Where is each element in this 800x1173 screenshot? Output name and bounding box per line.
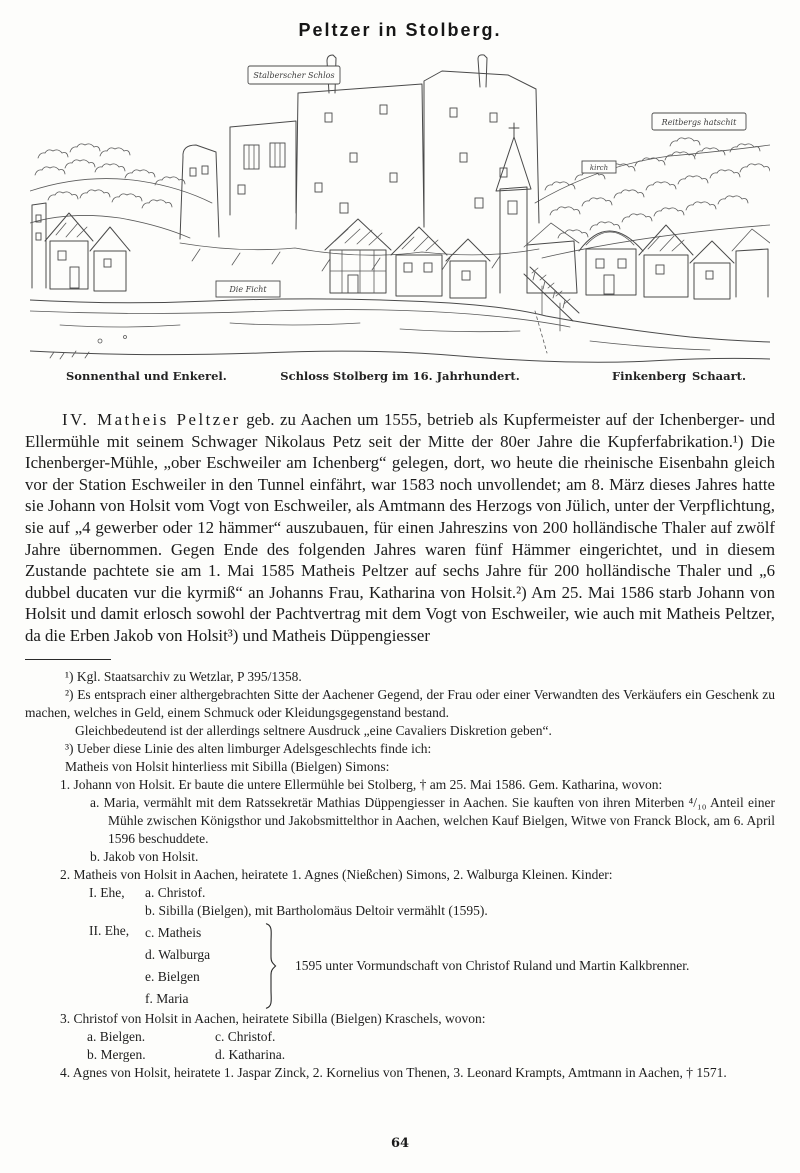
second-marriage-child-e: e. Bielgen: [145, 968, 200, 984]
castle-banner-label: Stalberscher Schlos: [253, 71, 335, 80]
second-marriage-row: [89, 922, 775, 1010]
page-title: Peltzer in Stolberg.: [298, 20, 502, 40]
footnote-2-addendum: Gleichbedeutend ist der allerdings seltnere Ausdruck „eine Cavaliers Diskretion geben“.: [75, 722, 552, 738]
first-marriage-label: I. Ehe,: [89, 884, 125, 900]
village-houses-right: [579, 225, 770, 299]
church-banner-label: kirch: [589, 164, 609, 172]
genealogy-item-2: 2. Matheis von Holsit in Aachen, heiratete 1. Agnes (Nießchen) Simons, 2. Walburga Kleinen. Kinder:: [60, 866, 613, 882]
footnote-2-marker: ²): [65, 686, 74, 702]
footnote-3: [25, 740, 775, 758]
right-forest: [545, 138, 770, 238]
first-marriage-child-a: a. Christof.: [145, 884, 206, 900]
footnote-1-text: Kgl. Staatsarchiv zu Wetzlar, P 395/1358.: [76, 668, 302, 684]
caption-right-finkenberg: Finkenberg: [612, 369, 686, 383]
person-name-spaced: Matheis Peltzer: [97, 410, 241, 429]
main-text: [25, 409, 775, 647]
footnote-2-text: Es entsprach einer althergebrachten Sitte der Aachener Gegend, der Frau oder einer Verwandten des Verkäufers ein Geschenk zu machen, welches in Geld, einem Schmuck oder Kleidungsgegenstand bestand.: [25, 686, 776, 720]
genealogy-item-1: 1. Johann von Holsit. Er baute die untere Ellermühle bei Stolberg, † am 25. Mai 1586. Gem. Katharina, wovon:: [60, 776, 663, 792]
river-banner-label: Die Ficht: [229, 285, 267, 294]
first-marriage-row: [89, 884, 775, 920]
item-3-child-b: b. Mergen.: [87, 1046, 146, 1062]
genealogy-root: Matheis von Holsit hinterliess mit Sibilla (Bielgen) Simons:: [65, 758, 390, 774]
genealogy-item-1a: a. Maria, vermählt mit dem Ratssekretär Mathias Düppengiesser in Aachen. Sie kauften von ihren Miterben ⁴/₁₀ Anteil einer Mühle zwischen Königsthor und Jakobsmittelthor in Aachen, welchen Kauf Bielgen, Witwe von Franck Block, am 6. April 1596 beschuddete.: [90, 794, 775, 846]
item-3-children-columns: [87, 1028, 775, 1064]
genealogy-item-3: 3. Christof von Holsit in Aachen, heiratete Sibilla (Bielgen) Kraschels, wovon:: [60, 1010, 486, 1026]
footnote-1-marker: ¹): [65, 668, 74, 684]
hill-banner-label: Reitbergs hatschit: [661, 118, 737, 127]
illustration-captions: [30, 369, 770, 387]
footnote-separator: [25, 659, 111, 660]
footnote-3-intro: Ueber diese Linie des alten limburger Adelsgeschlechts finde ich:: [76, 740, 432, 756]
second-marriage-label: II. Ehe,: [89, 922, 130, 938]
second-marriage-child-d: d. Walburga: [145, 946, 211, 962]
caption-left: Sonnenthal und Enkerel.: [66, 369, 227, 383]
genealogy-item-4: 4. Agnes von Holsit, heiratete 1. Jaspar Zinck, 2. Kornelius von Thenen, 3. Leonard Krampts, Amtmann in Aachen, † 1571.: [60, 1064, 727, 1080]
footnote-1: [25, 668, 775, 686]
guardianship-note: 1595 unter Vormundschaft von Christof Ruland und Martin Kalkbrenner.: [295, 957, 690, 973]
first-marriage-child-b: b. Sibilla (Bielgen), mit Bartholomäus Deltoir vermählt (1595).: [145, 902, 488, 918]
river: [30, 299, 770, 362]
left-forest: [35, 144, 185, 208]
genealogy-item-1b: b. Jakob von Holsit.: [90, 848, 199, 864]
village-houses-center: [325, 219, 490, 298]
paragraph-numeral: IV.: [62, 410, 98, 429]
village-houses-left: [32, 203, 130, 291]
second-marriage-child-f: f. Maria: [145, 990, 189, 1006]
page-number: 64: [390, 1136, 410, 1151]
castle: [180, 55, 539, 271]
footnote-2: [25, 686, 775, 722]
bridge: [524, 267, 579, 331]
second-marriage-child-c: c. Matheis: [145, 924, 202, 940]
item-3-child-a: a. Bielgen.: [87, 1028, 146, 1044]
paragraph-body: geb. zu Aachen um 1555, betrieb als Kupfermeister auf der Ichenberger- und Ellermühle mit seinem Schwager Nikolaus Petz seit der Mitte der 80er Jahre die Kupferfabrikation.¹) Die Ichenberger-Mühle, „ober Eschweiler am Ichenberg“ gelegen, dort, wo heute die rheinische Eisenbahn gleich vor der Station Eschweiler in den Tunnel einfährt, war 1583 noch unvollendet; am 8. März dieses Jahres hatte sie Johann von Holsit vom Vogt von Eschweiler, als Amtmann des Herzogs von Jülich, unter der Verpflichtung, sie auf „4 gewerber oder 12 hämmer“ auszubauen, für einen Jahreszins von 200 holländische Thaler auf zwölf Jahre übernommen. Gegen Ende des folgenden Jahres waren fünf Hämmer eingerichtet, und in diesem Zustande pachtete sie am 1. Mai 1585 Matheis Peltzer auf sechs Jahre für 200 holländische Thaler und „6 dubbel ducaten vur die kyrmiß“ an Johanns Frau, Katharina von Holsit.²) Am 25. Mai 1586 starb Johann von Holsit und damit erlosch sowohl der Pachtvertrag mit dem Vogt von Eschweiler, wie auch mit Matheis Peltzer, da die Erben Jakob von Holsit³) und Matheis Düppengiesser: [25, 410, 775, 645]
grouping-brace: [263, 922, 283, 1010]
stolberg-etching: [30, 53, 770, 363]
item-3-child-c: c. Christof.: [215, 1028, 276, 1044]
caption-center: Schloss Stolberg im 16. Jahrhundert.: [280, 369, 520, 383]
main-paragraph: [25, 409, 775, 647]
illustration: [30, 53, 770, 387]
footnote-3-marker: ³): [65, 740, 74, 756]
caption-right-schaart: Schaart.: [692, 369, 746, 383]
item-3-child-d: d. Katharina.: [215, 1046, 286, 1062]
footnotes: [25, 668, 775, 1082]
